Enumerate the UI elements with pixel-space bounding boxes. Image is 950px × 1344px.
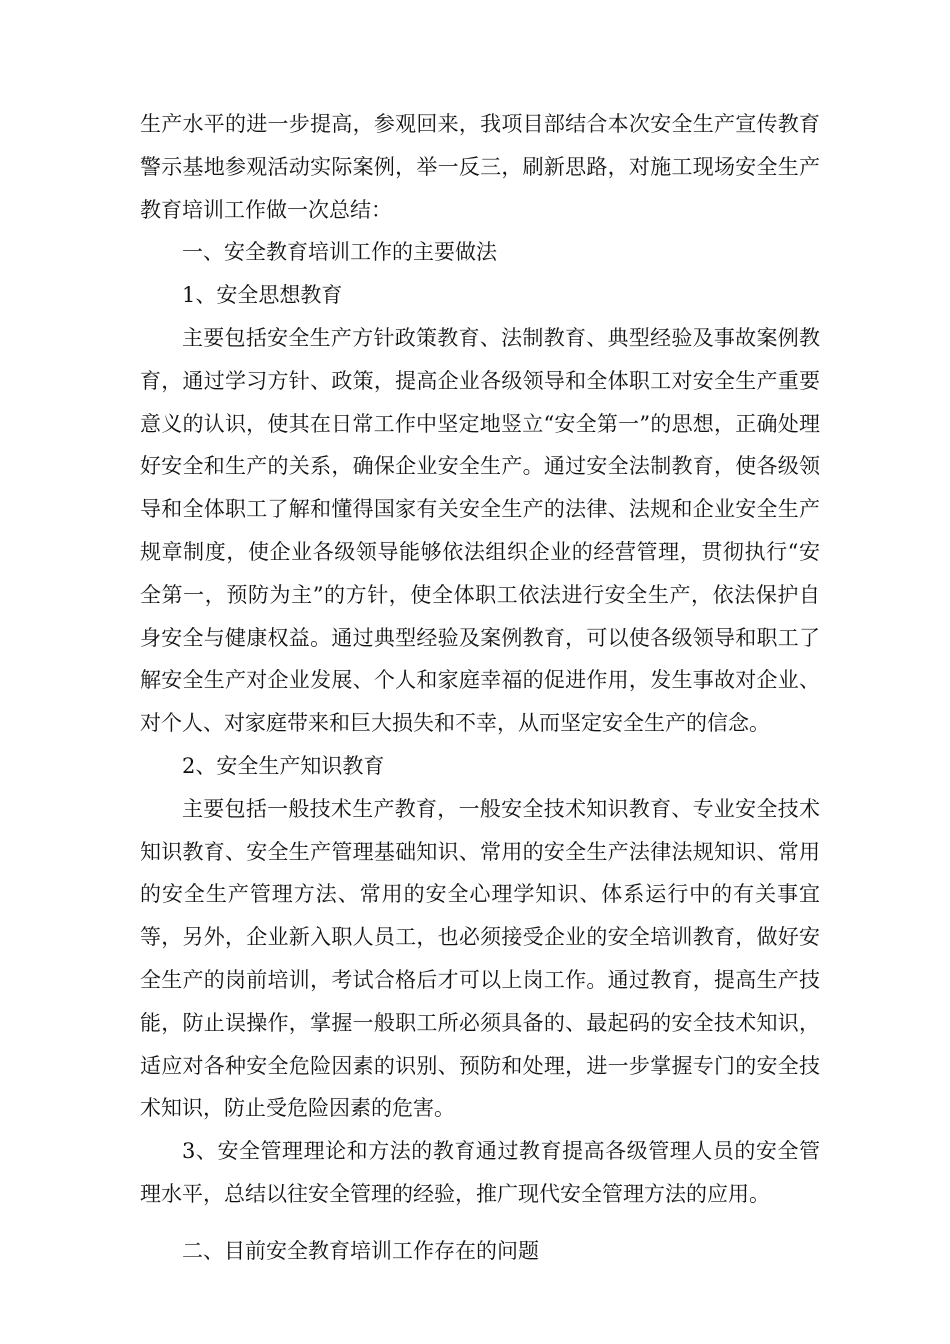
document-page: [140, 103, 820, 1273]
subsection-heading-1: 1、安全思想教育: [182, 283, 343, 308]
section-heading-2: 二、目前安全教育培训工作存在的问题: [182, 1238, 539, 1263]
section-heading-1: 一、安全教育培训工作的主要做法: [182, 240, 497, 265]
subsection-heading-2: 2、安全生产知识教育: [182, 753, 385, 778]
paragraph-safety-management: 3、安全管理理论和方法的教育通过教育提高各级管理人员的安全管理水平，总结以往安全管理的经验，推广现代安全管理方法的应用。: [140, 1139, 820, 1206]
paragraph-safety-thought: 主要包括安全生产方针政策教育、法制教育、典型经验及事故案例教育，通过学习方针、政策，提高企业各级领导和全体职工对安全生产重要意义的认识，使其在日常工作中坚定地竖立“安全第一”的思想，正确处理好安全和生产的关系，确保企业安全生产。通过安全法制教育，使各级领导和全体职工了解和懂得国家有关安全生产的法律、法规和企业安全生产规章制度，使企业各级领导能够依法组织企业的经营管理，贯彻执行“安全第一，预防为主”的方针，使全体职工依法进行安全生产，依法保护自身安全与健康权益。通过典型经验及案例教育，可以使各级领导和职工了解安全生产对企业发展、个人和家庭幸福的促进作用，发生事故对企业、对个人、对家庭带来和巨大损失和不幸，从而坚定安全生产的信念。: [140, 325, 820, 736]
paragraph-safety-knowledge: 主要包括一般技术生产教育，一般安全技术知识教育、专业安全技术知识教育、安全生产管理基础知识、常用的安全生产法律法规知识、常用的安全生产管理方法、常用的安全心理学知识、体系运行中的有关事宜等，另外，企业新入职人员工，也必须接受企业的安全培训教育，做好安全生产的岗前培训，考试合格后才可以上岗工作。通过教育，提高生产技能，防止误操作，掌握一般职工所必须具备的、最起码的安全技术知识，适应对各种安全危险因素的识别、预防和处理，进一步掌握专门的安全技术知识，防止受危险因素的危害。: [140, 796, 820, 1121]
paragraph-intro: 生产水平的进一步提高，参观回来，我项目部结合本次安全生产宣传教育警示基地参观活动实际案例，举一反三，刷新思路，对施工现场安全生产教育培训工作做一次总结：: [140, 112, 820, 222]
